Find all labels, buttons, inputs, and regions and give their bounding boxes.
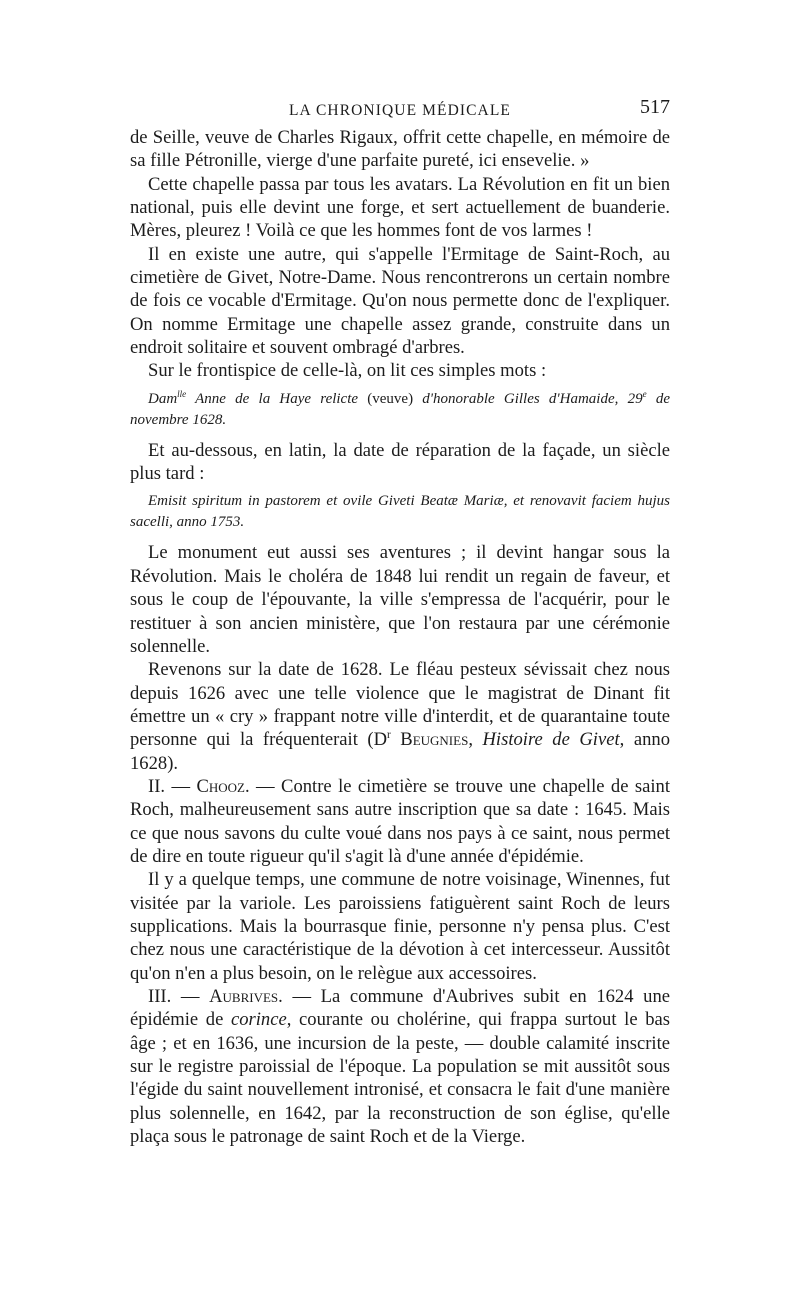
work-title: Histoire de Givet <box>482 729 620 751</box>
paragraph-9: Il y a quelque temps, une commune de notre voisinage, Winennes, fut visitée par la variole. Les paroissiens fatiguèrent saint Roch de leurs supplications. Mais la bourrasque finie, personne n'y pensa plus. C'est chez nous une caractéristique de la dévotion à cet intercesseur. Aussitôt qu'on n'en a plus besoin, on le relègue aux accessoires. <box>130 869 670 984</box>
quote-dam-superscript: lle <box>177 388 187 399</box>
p7-separator: , <box>468 729 483 751</box>
page-number: 517 <box>640 96 670 118</box>
paragraph-1: de Seille, veuve de Charles Rigaux, offrit cette chapelle, en mémoire de sa fille Pétronille, vierge d'une parfaite pureté, ici ensevelie. » <box>130 127 670 172</box>
p7-text: Revenons sur la date de 1628. Le fléau pesteux sévissait chez nous depuis 1626 avec une telle violence que le magistrat de Dinant fit émettre un « cry » frappant notre ville d'interdit, et de quarantaine toute personne qui la fréquenterait (D <box>130 659 670 751</box>
paragraph-10 <box>130 985 670 1148</box>
paragraph-4: Sur le frontispice de celle-là, on lit ces simples mots : <box>148 360 547 382</box>
quote-dam: Dam <box>148 390 178 407</box>
running-head <box>130 96 670 126</box>
author-name: Beugnies <box>390 729 469 751</box>
paragraph-3: Il en existe une autre, qui s'appelle l'Ermitage de Saint-Roch, au cimetière de Givet, Notre-Dame. Nous rencontrerons un certain nombre de fois ce vocable d'Ermitage. Qu'on nous permette donc de l'expliquer. On nomme Ermitage une chapelle assez grande, construite dans un endroit solitaire et souvent ombragé d'arbres. <box>130 243 670 359</box>
running-title: LA CHRONIQUE MÉDICALE <box>288 102 511 119</box>
doctor-superscript: r <box>387 729 391 742</box>
paragraph-8 <box>130 775 670 868</box>
quote-ordinal: e <box>642 388 647 399</box>
inscription-quote <box>130 389 670 431</box>
place-aubrives: Aubrives <box>209 986 279 1007</box>
paragraph-2: Cette chapelle passa par tous les avatars. La Révolution en fit un bien national, puis elle devint une forge, et sert actuellement de buanderie. Mères, pleurez ! Voilà ce que les hommes font de vos larmes ! <box>130 173 670 242</box>
place-chooz: Chooz <box>196 775 245 797</box>
paragraph-7 <box>130 658 670 775</box>
quote-part-a: Anne de la Haye relicte <box>186 390 368 407</box>
paragraph-5: Et au-dessous, en latin, la date de réparation de la façade, un siècle plus tard : <box>130 439 670 485</box>
latin-quote: Emisit spiritum in pastorem et ovile Giveti Beatæ Mariæ, et renovavit faciem hujus sacelli, anno 1753. <box>130 493 670 531</box>
quote-gloss: (veuve) <box>367 390 414 407</box>
quote-part-d: de novembre 1628. <box>130 390 670 428</box>
document-page <box>130 96 670 1148</box>
term-corince: corince <box>230 1009 287 1031</box>
p10-text-c: , courante ou cholérine, qui frappa surtout le bas âge ; et en 1636, une incursion de la peste, — double calamité inscrite sur le registre paroissial de l'époque. La population se mit aussitôt sous l'égide du saint nouvellement intronisé, et consacra le fait d'une manière plus solennelle, en 1642, par la reconstruction de son église, qu'elle plaça sous le patronage de saint Roch et de la Vierge. <box>130 1009 670 1148</box>
p7-tail: , anno 1628). <box>130 729 670 774</box>
p8-text: . — Contre le cimetière se trouve une chapelle de saint Roch, malheureusement sans autre inscription que sa date : 1645. Mais ce que nous savons du culte voué dans nos pays à ce saint, nous permet de dire en toute rigueur qu'il s'agit là d'une année d'épidémie. <box>130 775 670 867</box>
quote-part-c: d'honorable Gilles d'Hamaide, 29 <box>413 390 643 407</box>
section-number-ii: II. — <box>148 775 197 797</box>
section-number-iii: III. — <box>148 986 210 1007</box>
p10-text-a: . — La commune d'Aubrives subit en 1624 une épidémie de <box>130 986 671 1031</box>
paragraph-6: Le monument eut aussi ses aventures ; il devint hangar sous la Révolution. Mais le choléra de 1848 lui rendit un regain de faveur, et sous le coup de l'épouvante, la ville s'empressa de l'acquérir, pour le restituer à son ancien ministère, que l'on restaura par une cérémonie solennelle. <box>130 542 670 657</box>
